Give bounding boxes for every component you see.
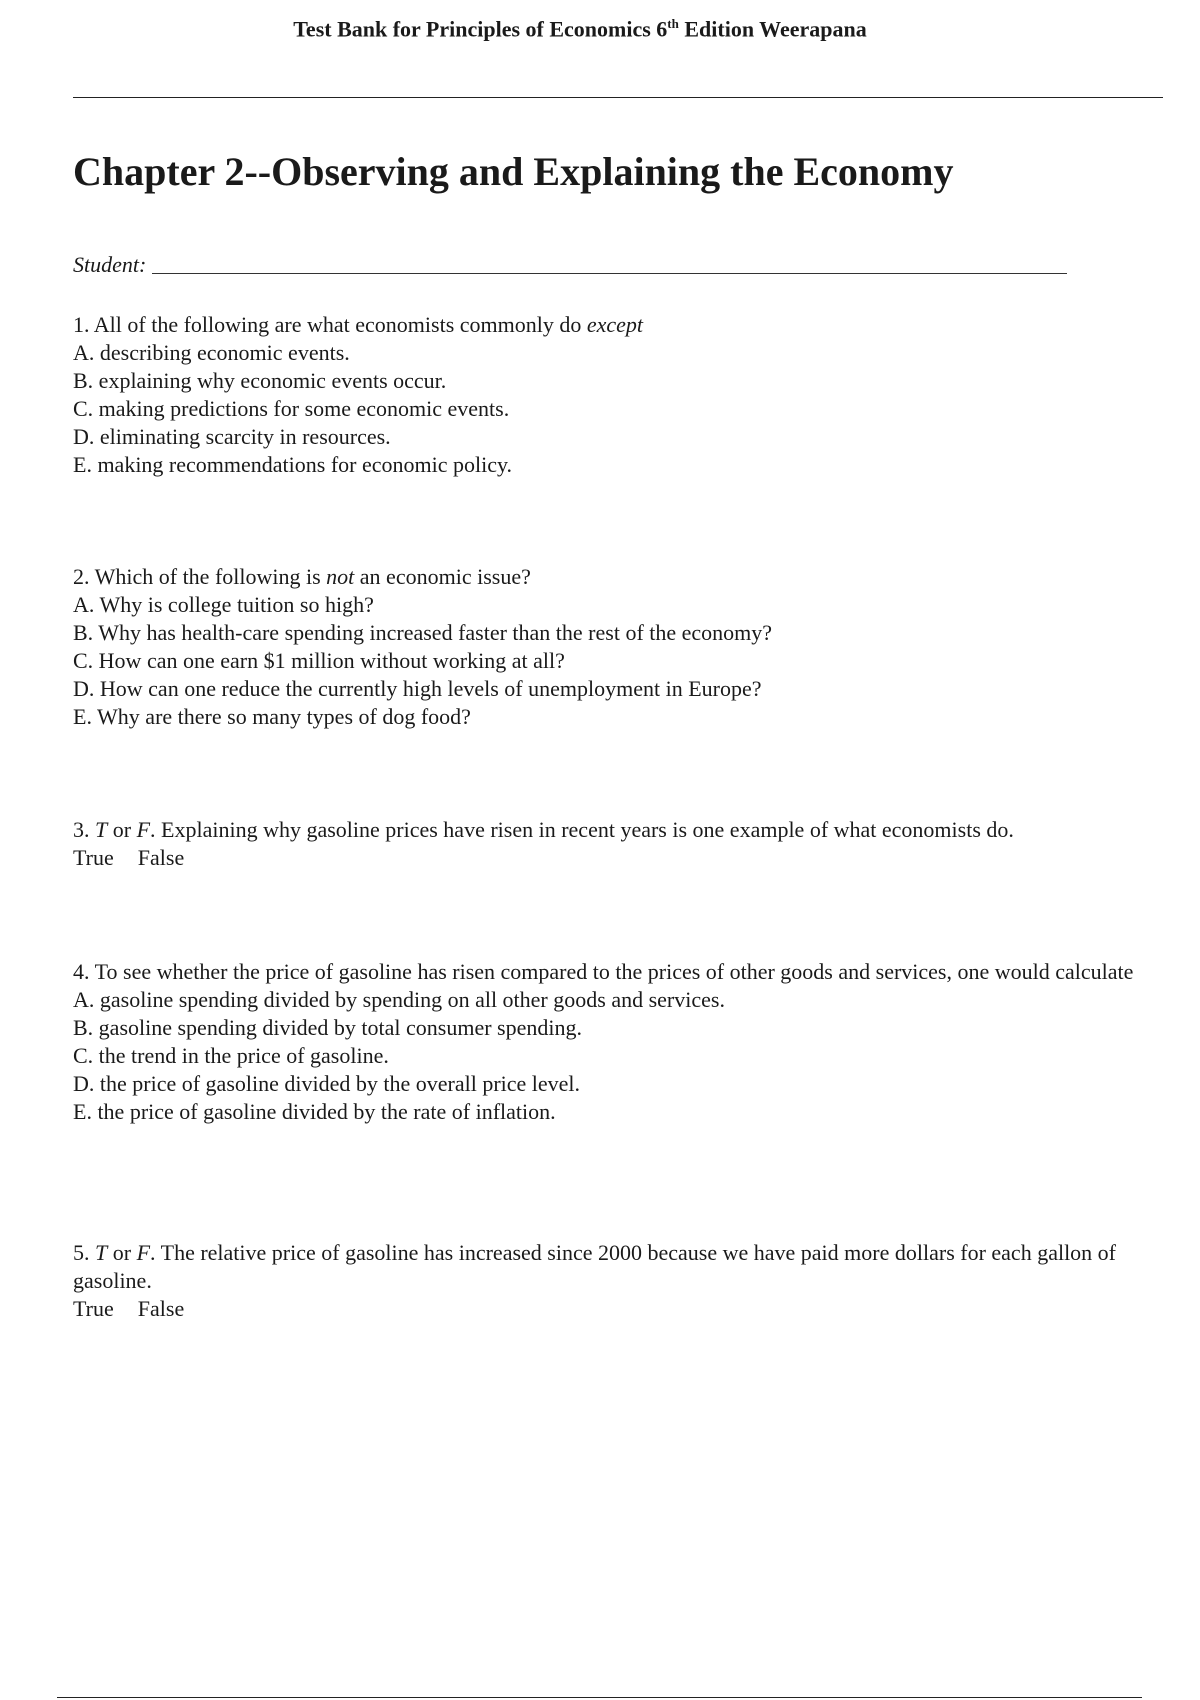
question-5-false-letter: F	[136, 1240, 151, 1265]
question-3-true-option: True	[73, 845, 114, 870]
question-2-stem-emphasis: not	[326, 564, 355, 589]
question-2-choice-c: C. How can one earn $1 million without working at all?	[73, 648, 565, 673]
question-1-choice-e: E. making recommendations for economic policy.	[73, 452, 513, 477]
question-5-number: 5.	[73, 1240, 95, 1265]
question-1-choice-b: B. explaining why economic events occur.	[73, 368, 447, 393]
question-3-false-letter: F	[136, 817, 151, 842]
question-4-stem: 4. To see whether the price of gasoline has risen compared to the prices of other goods and services, one would calculate	[73, 959, 1134, 984]
question-5-or: or	[107, 1240, 137, 1265]
question-3-options	[73, 844, 1163, 872]
question-2-choice-e: E. Why are there so many types of dog food?	[73, 704, 471, 729]
question-5-options	[73, 1295, 1163, 1323]
question-4-choice-b: B. gasoline spending divided by total consumer spending.	[73, 1015, 582, 1040]
running-header-title: Test Bank for Principles of Economics 6	[293, 16, 668, 42]
question-4-choice-d: D. the price of gasoline divided by the overall price level.	[73, 1071, 581, 1096]
question-4-choice-c: C. the trend in the price of gasoline.	[73, 1043, 389, 1068]
question-5-true-letter: T	[95, 1240, 108, 1265]
question-3-false-option: False	[137, 845, 185, 870]
question-5	[73, 1239, 1163, 1323]
running-header	[0, 16, 1160, 42]
question-2-choice-b: B. Why has health-care spending increased faster than the rest of the economy?	[73, 620, 773, 645]
question-3-number: 3.	[73, 817, 95, 842]
student-label: Student:	[73, 252, 147, 277]
chapter-title: Chapter 2--Observing and Explaining the Economy	[73, 149, 954, 194]
footer-rule	[57, 1697, 1142, 1698]
running-header-title-end: Edition Weerapana	[678, 16, 867, 42]
question-4-choice-e: E. the price of gasoline divided by the rate of inflation.	[73, 1099, 556, 1124]
question-5-false-option: False	[137, 1296, 185, 1321]
student-blank-line	[152, 273, 1067, 274]
question-3-stem-text: . Explaining why gasoline prices have risen in recent years is one example of what economists do.	[150, 817, 1014, 842]
question-2-stem-end: an economic issue?	[354, 564, 531, 589]
question-2-stem	[73, 563, 1163, 591]
header-rule	[73, 97, 1163, 98]
question-1-choice-c: C. making predictions for some economic events.	[73, 396, 510, 421]
question-1	[73, 311, 1163, 479]
question-1-stem	[73, 311, 1163, 339]
question-3-stem	[73, 816, 1163, 844]
question-2	[73, 563, 1163, 731]
running-header-superscript: th	[667, 16, 679, 31]
question-4-choice-a: A. gasoline spending divided by spending on all other goods and services.	[73, 987, 725, 1012]
question-3-true-letter: T	[95, 817, 108, 842]
question-1-stem-emphasis: except	[586, 312, 644, 337]
question-3-or: or	[107, 817, 137, 842]
question-2-choice-d: D. How can one reduce the currently high levels of unemployment in Europe?	[73, 676, 762, 701]
question-1-stem-text: 1. All of the following are what economists commonly do	[73, 312, 587, 337]
question-5-true-option: True	[73, 1296, 114, 1321]
question-1-choice-a: A. describing economic events.	[73, 340, 350, 365]
question-4	[73, 958, 1163, 1126]
question-1-choice-d: D. eliminating scarcity in resources.	[73, 424, 391, 449]
question-2-stem-text: 2. Which of the following is	[73, 564, 327, 589]
question-3	[73, 816, 1163, 872]
question-2-choice-a: A. Why is college tuition so high?	[73, 592, 374, 617]
question-5-stem	[73, 1239, 1163, 1295]
student-field	[73, 252, 1067, 278]
question-5-stem-text: . The relative price of gasoline has increased since 2000 because we have paid more dollars for each gallon of gasoline.	[73, 1240, 1117, 1293]
